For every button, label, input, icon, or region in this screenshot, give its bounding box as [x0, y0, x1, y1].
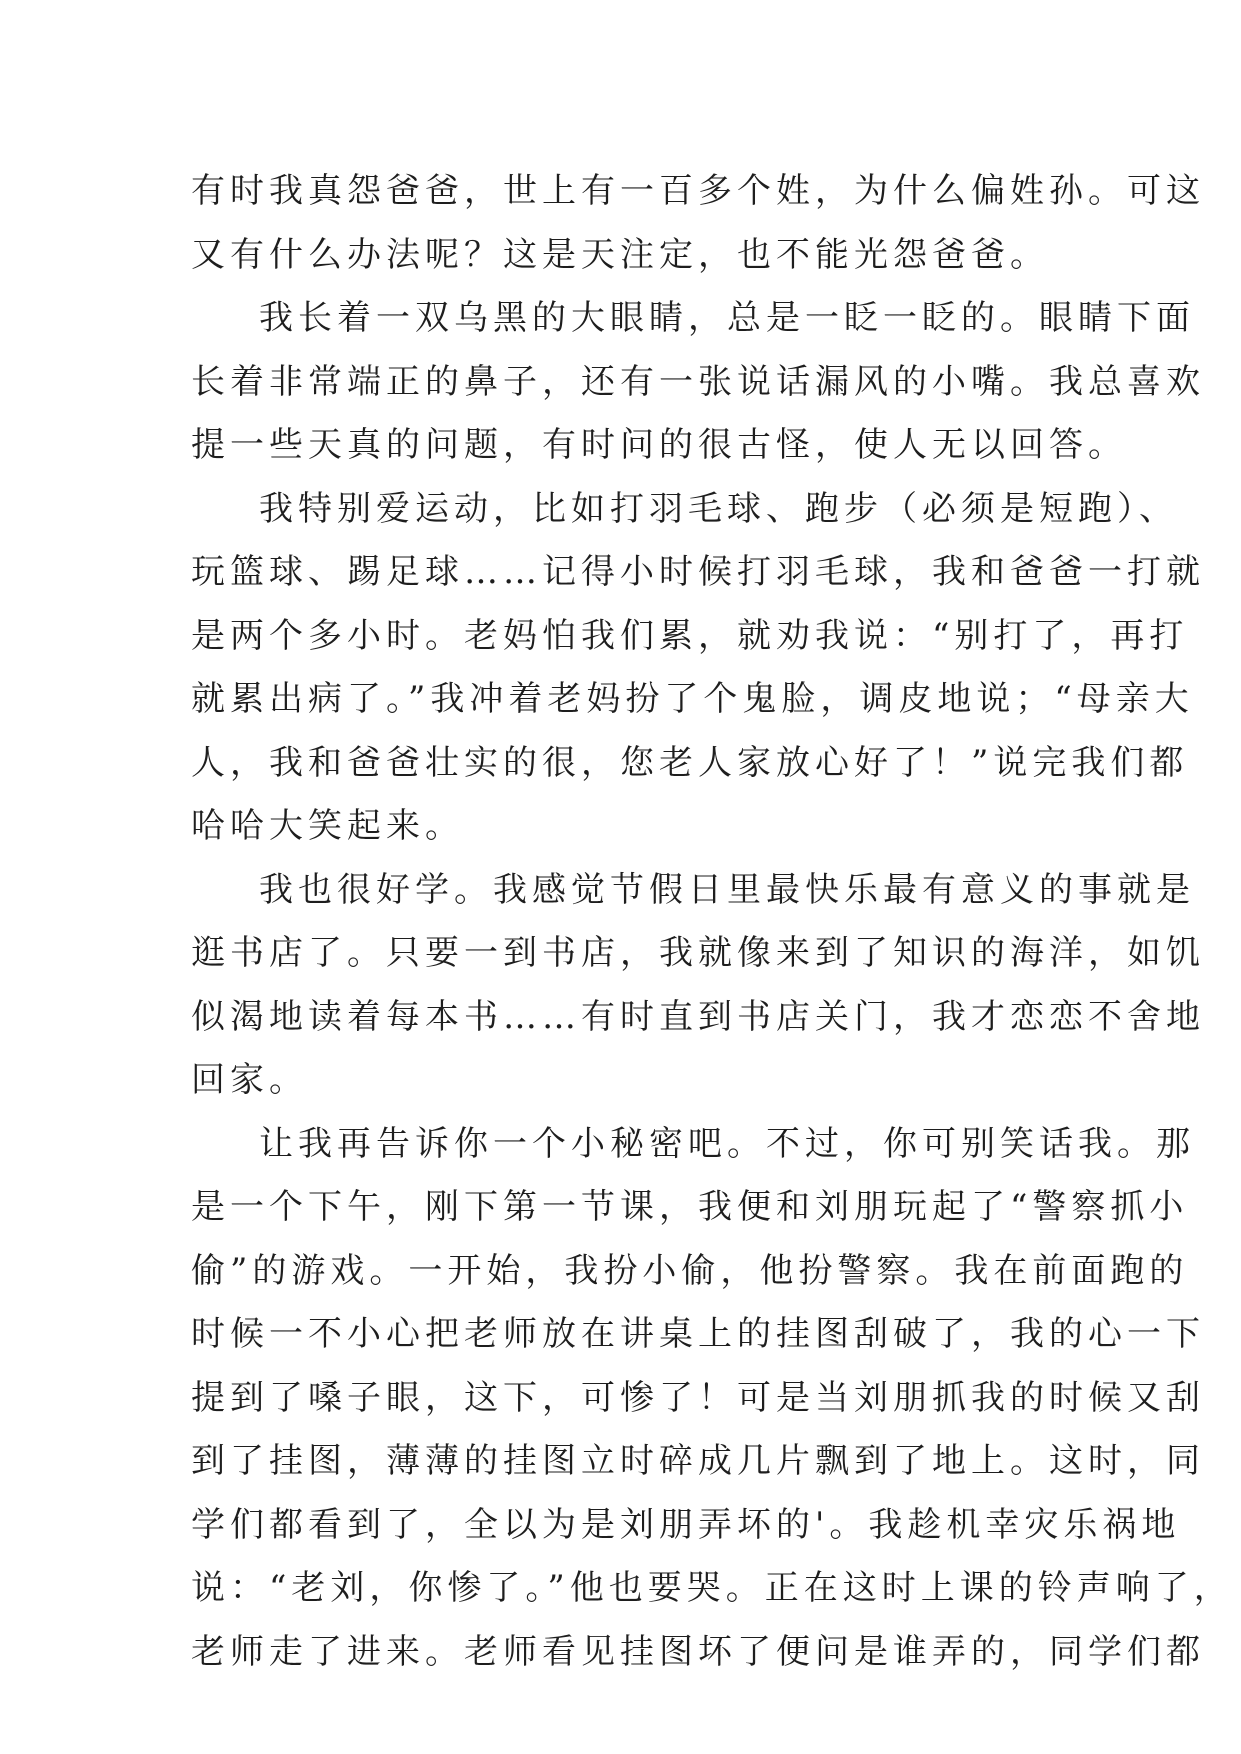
- text-line: 就累出病了。”我冲着老妈扮了个鬼脸，调皮地说；“母亲大: [191, 679, 1194, 719]
- text-line: 人，我和爸爸壮实的很，您老人家放心好了！”说完我们都: [191, 742, 1189, 783]
- text-line: 到了挂图，薄薄的挂图立时碎成几片飘到了地上。这时，同: [191, 1441, 1205, 1481]
- text-line: 说：“老刘，你惨了。”他也要哭。正在这时上课的铃声响了，: [191, 1568, 1233, 1608]
- text-line: 老师走了进来。老师看见挂图坏了便问是谁弄的，同学们都: [191, 1631, 1205, 1672]
- text-line: 提一些天真的问题，有时问的很古怪，使人无以回答。: [191, 425, 1127, 465]
- text-line: 学们都看到了，全以为是刘朋弄坏的'。我趁机幸灾乐祸地: [191, 1504, 1181, 1545]
- text-line: 哈哈大笑起来。: [191, 806, 464, 846]
- text-line: 时候一不小心把老师放在讲桌上的挂图刮破了，我的心一下: [191, 1314, 1205, 1354]
- text-line: 似渴地读着每本书……有时直到书店关门，我才恋恋不舍地: [191, 996, 1205, 1037]
- text-line: 回家。: [191, 1060, 308, 1100]
- text-line: 我特别爱运动，比如打羽毛球、跑步（必须是短跑）、: [259, 488, 1178, 529]
- text-line: 又有什么办法呢？这是天注定，也不能光怨爸爸。: [191, 234, 1049, 275]
- document-body: [191, 160, 1233, 1684]
- text-line: 逛书店了。只要一到书店，我就像来到了知识的海洋，如饥: [191, 933, 1205, 973]
- text-line: 我长着一双乌黑的大眼睛，总是一眨一眨的。眼睛下面: [259, 298, 1195, 338]
- text-line: 有时我真怨爸爸，世上有一百多个姓，为什么偏姓孙。可这: [191, 171, 1205, 211]
- text-line: 玩篮球、踢足球……记得小时候打羽毛球，我和爸爸一打就: [191, 552, 1205, 592]
- text-line: 长着非常端正的鼻子，还有一张说话漏风的小嘴。我总喜欢: [191, 361, 1205, 402]
- text-line: 让我再告诉你一个小秘密吧。不过，你可别笑话我。那: [259, 1123, 1195, 1164]
- text-line: 提到了嗓子眼，这下，可惨了！可是当刘朋抓我的时候又刮: [191, 1377, 1205, 1418]
- text-line: 是一个下午，刚下第一节课，我便和刘朋玩起了“警察抓小: [191, 1187, 1189, 1227]
- text-line: 是两个多小时。老妈怕我们累，就劝我说：“别打了，再打: [191, 615, 1189, 656]
- text-line: 我也很好学。我感觉节假日里最快乐最有意义的事就是: [259, 869, 1195, 910]
- text-line: 偷”的游戏。一开始，我扮小偷，他扮警察。我在前面跑的: [191, 1250, 1189, 1291]
